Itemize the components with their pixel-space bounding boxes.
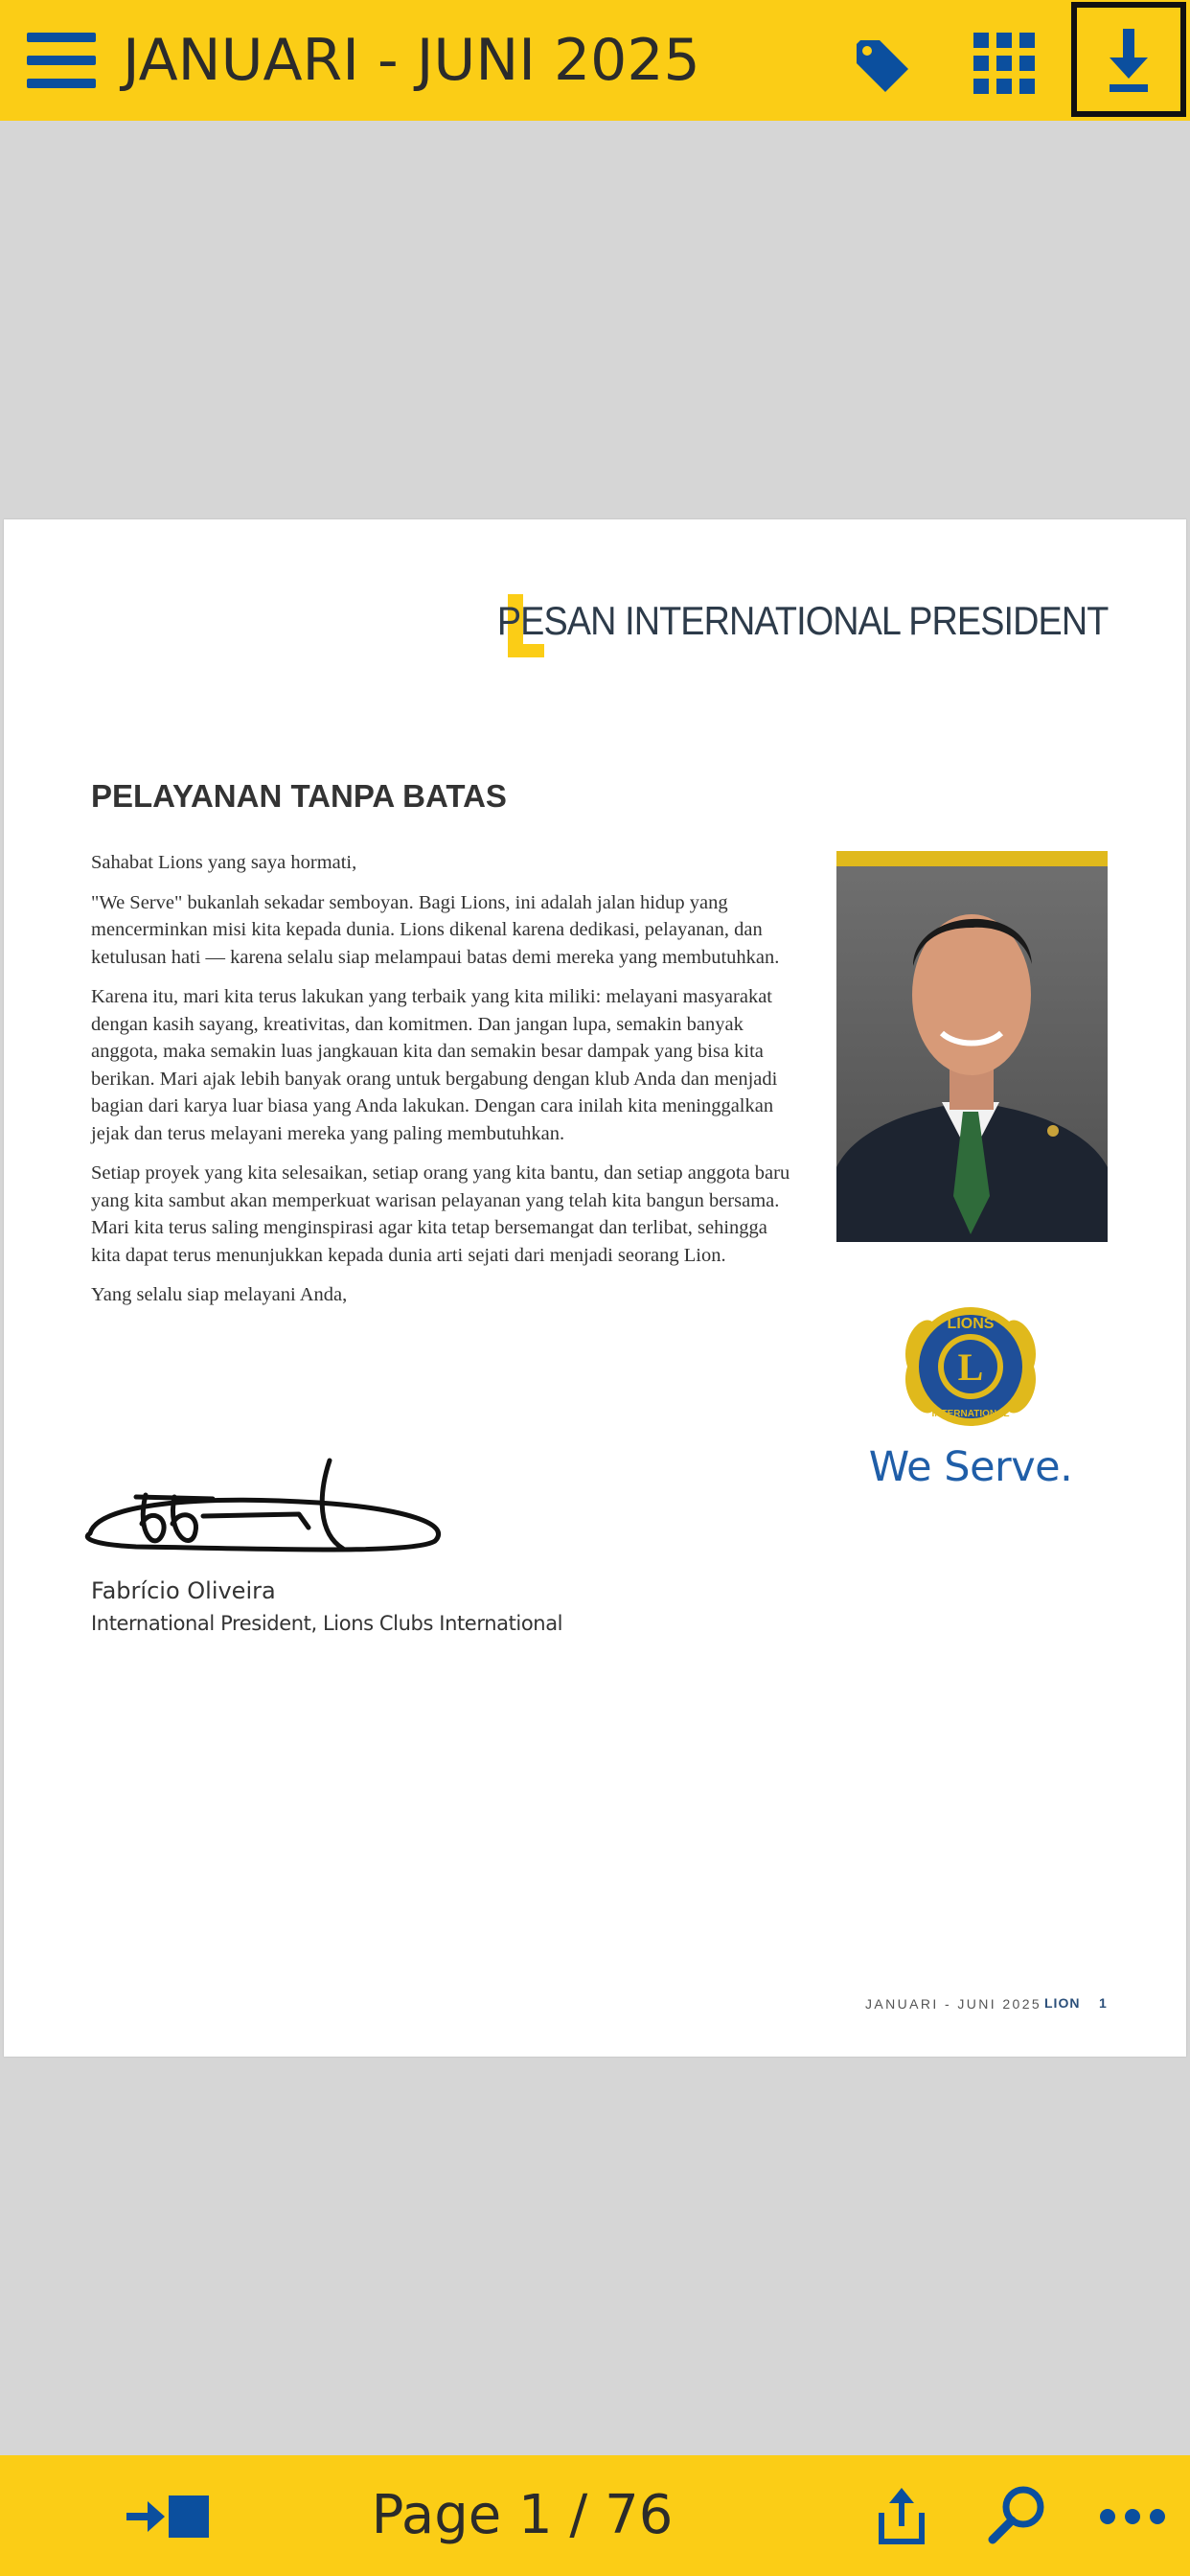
page-footer-brand: LION	[1044, 1995, 1081, 2011]
top-toolbar	[0, 0, 1190, 121]
closing-paragraph: Yang selalu siap melayani Anda,	[91, 1284, 348, 1305]
photo-accent-bar	[836, 851, 1108, 866]
signer-title: International President, Lions Clubs International	[91, 1612, 563, 1635]
menu-line	[27, 33, 96, 42]
share-icon	[868, 2482, 935, 2549]
lions-clubs-emblem	[898, 1298, 1043, 1436]
emblem-lions-text: LIONS	[947, 1316, 995, 1332]
menu-line	[27, 79, 96, 88]
signer-name: Fabrício Oliveira	[91, 1577, 276, 1604]
article-headline: PELAYANAN TANPA BATAS	[91, 778, 507, 814]
search-icon	[985, 2482, 1050, 2547]
signature-image	[79, 1428, 462, 1572]
emblem-international-text: INTERNATIONAL	[931, 1409, 1010, 1419]
share-button[interactable]	[868, 2482, 935, 2549]
body-paragraph: Setiap proyek yang kita selesaikan, setiap orang yang kita bantu, dan setiap anggota baru yang kita sambut akan memperkuat warisan pelayanan yang telah kita bangun bersama. Mari kita terus saling menginspirasi agar kita tetap bersemangat dan terlibat, sehingga kita dapat terus menunjukkan kepada dunia arti sejati dari menjadi seorang Lion.	[91, 1162, 790, 1266]
bottom-toolbar	[0, 2455, 1190, 2576]
grid-icon[interactable]	[973, 33, 1035, 94]
document-page	[4, 519, 1186, 2057]
menu-line	[27, 56, 96, 65]
section-label: PESAN INTERNATIONAL PRESIDENT	[496, 598, 1108, 643]
download-icon	[1077, 8, 1180, 111]
article-body	[91, 849, 790, 1322]
motto-text: We Serve.	[868, 1443, 1073, 1491]
body-paragraph: "We Serve" bukanlah sekadar semboyan. Bagi Lions, ini adalah jalan hidup yang mencerminkan misi kita kepada dunia. Lions dikenal karena dedikasi, pelayanan, dan ketulusan hati — karena selalu siap melampaui batas demi mereka yang membutuhkan.	[91, 891, 780, 968]
go-to-first-page-icon	[123, 2488, 218, 2545]
search-button[interactable]	[985, 2482, 1050, 2547]
page-indicator[interactable]: Page 1 / 76	[371, 2484, 674, 2546]
tag-icon[interactable]	[851, 34, 914, 98]
page-footer-publication: JANUARI - JUNI 2025	[865, 1996, 1042, 2012]
more-options-icon[interactable]	[1100, 2509, 1167, 2526]
body-paragraph: Karena itu, mari kita terus lakukan yang terbaik yang kita miliki: melayani masyarakat dengan kasih sayang, kreativitas, dan komitmen. Dan jangan lupa, semakin banyak anggota, maka semakin luas jangkauan kita dan semakin besar dampak yang bisa kita berikan. Mari ajak lebih banyak orang untuk bergabung dengan klub Anda dan menjadi bagian dari karya luar biasa yang Anda lakukan. Dengan cara inilah kita meninggalkan jejak dan terus melayani mereka yang paling membutuhkan.	[91, 986, 778, 1144]
page-footer-number: 1	[1099, 1995, 1107, 2011]
go-to-first-page-button[interactable]	[123, 2488, 218, 2545]
download-button[interactable]	[1071, 2, 1186, 117]
greeting-paragraph: Sahabat Lions yang saya hormati,	[91, 852, 357, 873]
issue-title: JANUARI - JUNI 2025	[123, 27, 700, 94]
president-portrait-photo	[836, 851, 1108, 1242]
hamburger-menu-icon[interactable]	[23, 29, 100, 92]
emblem-letter: L	[957, 1346, 984, 1389]
